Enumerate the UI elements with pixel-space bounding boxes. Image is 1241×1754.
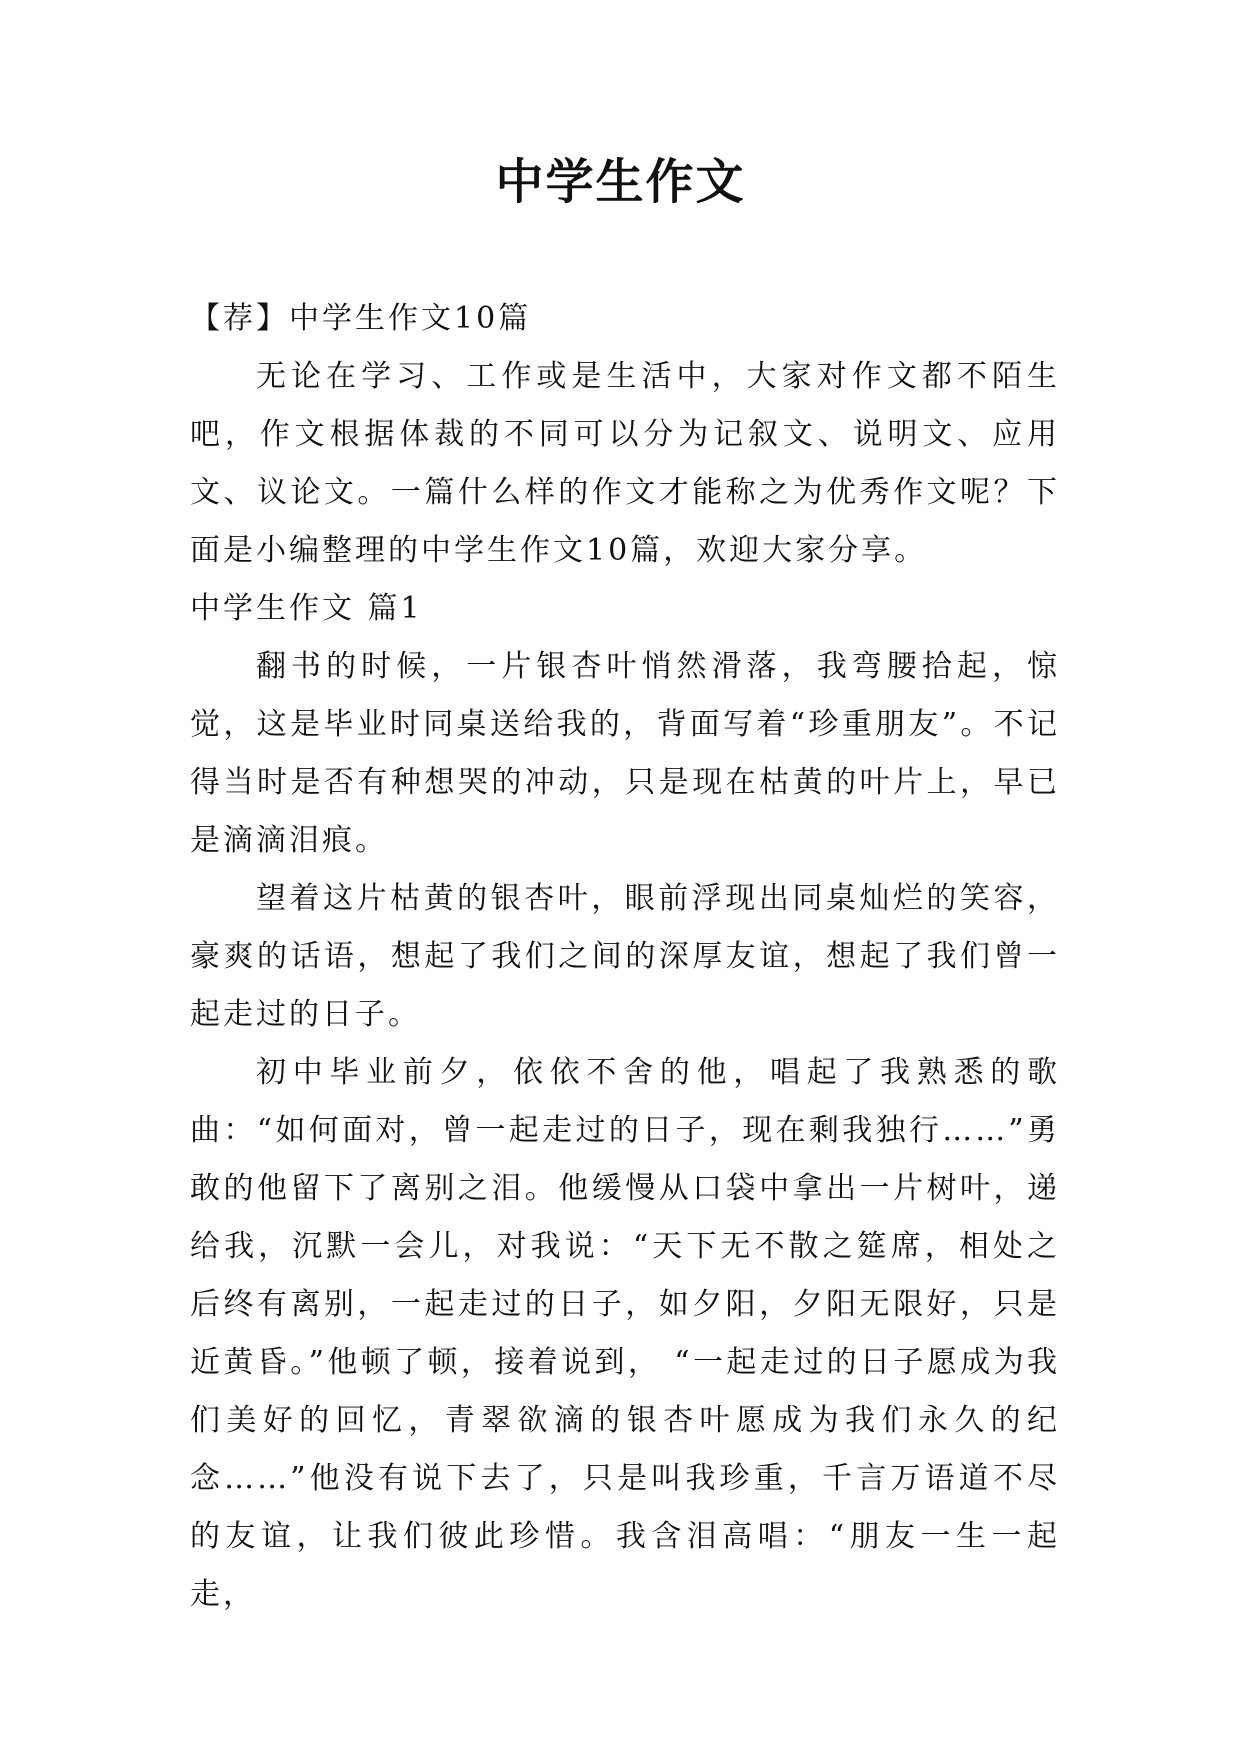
document-title: 中学生作文 — [495, 154, 746, 210]
document-subtitle: 【荐】中学生作文10篇 — [190, 301, 532, 336]
document-body — [190, 290, 1060, 1624]
intro-paragraph: 无论在学习、工作或是生活中，大家对作文都不陌生吧，作文根据体裁的不同可以分为记叙文、说明文、应用文、议论文。一篇什么样的作文才能称之为优秀作文呢？下面是小编整理的中学生作文10篇，欢迎大家分享。 — [190, 359, 1060, 568]
section-heading: 中学生作文 篇1 — [190, 591, 423, 626]
paragraph-1: 翻书的时候，一片银杏叶悄然滑落，我弯腰拾起，惊觉，这是毕业时同桌送给我的，背面写着“珍重朋友”。不记得当时是否有种想哭的冲动，只是现在枯黄的叶片上，早已是滴滴泪痕。 — [190, 649, 1060, 858]
paragraph-3: 初中毕业前夕，依依不舍的他，唱起了我熟悉的歌曲：“如何面对，曾一起走过的日子，现在剩我独行……”勇敢的他留下了离别之泪。他缓慢从口袋中拿出一片树叶，递给我，沉默一会儿，对我说：“天下无不散之筵席，相处之后终有离别，一起走过的日子，如夕阳，夕阳无限好，只是近黄昏。”他顿了顿，接着说到， “一起走过的日子愿成为我们美好的回忆，青翠欲滴的银杏叶愿成为我们永久的纪念……”他没有说下去了，只是叫我珍重，千言万语道不尽的友谊，让我们彼此珍惜。我含泪高唱：“朋友一生一起走， — [190, 1055, 1060, 1612]
paragraph-2: 望着这片枯黄的银杏叶，眼前浮现出同桌灿烂的笑容，豪爽的话语，想起了我们之间的深厚友谊，想起了我们曾一起走过的日子。 — [190, 881, 1060, 1032]
